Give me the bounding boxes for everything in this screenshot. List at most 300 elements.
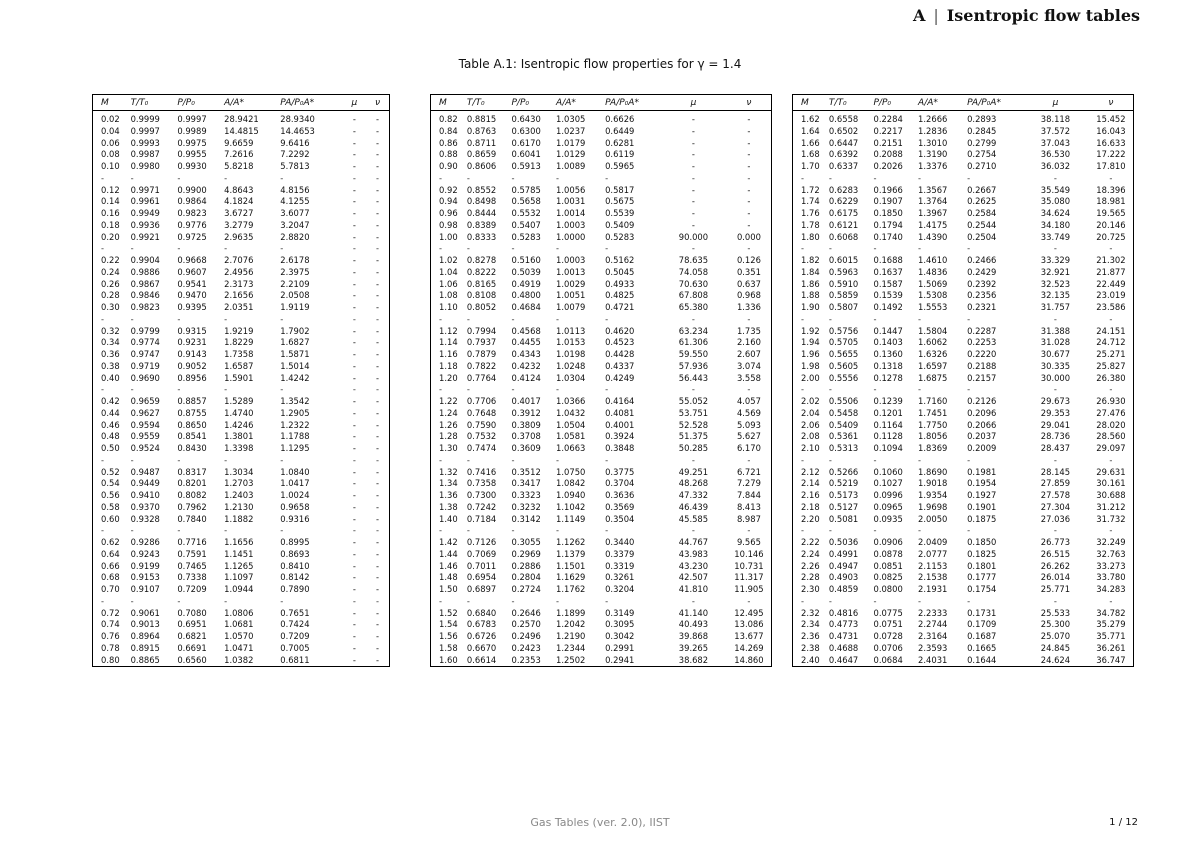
table-cell: 0.5539 [605, 208, 635, 218]
table-row [93, 114, 390, 126]
table-row [431, 608, 772, 620]
table-row [93, 420, 390, 432]
table-cell: 1.46 [431, 561, 464, 573]
separator-cell: - [280, 595, 284, 606]
table-cell: 0.6229 [828, 196, 859, 207]
table-cell: 0.6283 [828, 184, 859, 195]
table-cell: 1.7451 [918, 407, 948, 418]
table-cell: 4.569 [727, 408, 772, 420]
table-cell: 3.6727 [224, 208, 254, 218]
table-cell: 0.3055 [511, 537, 541, 547]
table-cell: 10.731 [727, 561, 772, 573]
table-cell: 0.2710 [967, 161, 997, 171]
table-cell: 42.507 [678, 572, 709, 583]
table-cell: 0.8552 [466, 184, 497, 195]
table-cell: 0.9989 [177, 125, 207, 136]
group-separator-row [93, 243, 390, 255]
table-cell: 1.4836 [918, 266, 948, 277]
table-cell: 0.0906 [873, 537, 903, 547]
separator-cell: - [873, 243, 877, 254]
separator-cell: - [466, 595, 470, 606]
table-cell: 0.9061 [130, 607, 160, 618]
table-cell: 0.2126 [967, 396, 997, 406]
table-cell: 1.5871 [280, 349, 310, 359]
group-separator-row [793, 455, 1134, 467]
table-cell: 57.936 [678, 360, 709, 371]
table-cell: 29.353 [1040, 407, 1071, 418]
table-cell: 0.2356 [967, 290, 997, 301]
table-cell: 7.279 [727, 478, 772, 490]
table-cell: 0.2466 [967, 255, 997, 265]
table-cell: 0.5807 [828, 302, 859, 312]
table-cell: 74.058 [678, 266, 709, 277]
table-cell: 1.1899 [556, 607, 586, 618]
table-cell: 55.052 [678, 396, 709, 406]
table-cell: - [352, 501, 356, 512]
table-cell: 0.1128 [873, 431, 903, 442]
table-cell: 2.00 [793, 373, 826, 385]
table-cell: 0.8815 [466, 114, 497, 124]
separator-cell: - [431, 596, 464, 608]
separator-cell: - [967, 172, 971, 183]
table-cell: 0.1850 [967, 537, 997, 547]
table-cell: 0.9961 [130, 196, 160, 207]
table-cell: 0.9823 [177, 208, 207, 218]
table-cell: 1.2344 [556, 642, 586, 653]
table-cell: 0.8915 [130, 642, 160, 653]
table-cell: 9.6416 [280, 137, 310, 148]
table-row [431, 643, 772, 655]
table-cell: 1.5804 [918, 325, 948, 336]
table-cell: 0.4455 [511, 337, 541, 348]
table-cell: 0.3323 [511, 490, 541, 500]
table-cell: 1.2502 [553, 655, 602, 667]
table-cell: 1.42 [431, 537, 464, 549]
group-separator-row [793, 596, 1134, 608]
separator-cell: - [511, 595, 515, 606]
table-cell: 0.6175 [828, 208, 859, 218]
table-cell: 0.3204 [605, 584, 635, 594]
table-cell: 0.4825 [605, 290, 635, 301]
separator-cell: - [177, 595, 181, 606]
table-cell: 2.0351 [224, 302, 254, 312]
column-header: PA/P₀A* [277, 95, 342, 111]
table-cell: 28.560 [1089, 431, 1134, 443]
separator-cell: - [93, 173, 128, 185]
isentropic-table-1 [92, 94, 390, 667]
separator-cell: - [873, 595, 877, 606]
table-cell: 1.40 [431, 514, 464, 526]
separator-cell: - [431, 455, 464, 467]
table-cell: 0.9410 [130, 490, 160, 500]
table-cell: 0.7424 [280, 619, 310, 630]
table-cell: 0.2009 [967, 443, 997, 453]
table-cell: 0.8222 [466, 266, 497, 277]
table-cell: 0.5556 [828, 372, 859, 383]
separator-cell: - [224, 595, 228, 606]
table-cell: 0.2845 [967, 125, 997, 136]
table-cell: 0.1027 [873, 478, 903, 489]
table-cell: 0.8541 [177, 431, 207, 442]
table-cell: 0.2287 [967, 325, 997, 336]
table-cell: 1.48 [431, 572, 464, 584]
separator-cell: - [366, 525, 389, 537]
table-row [793, 549, 1134, 561]
separator-cell: - [556, 243, 560, 254]
table-cell: 28.9340 [280, 114, 315, 124]
separator-cell: - [605, 172, 609, 183]
table-cell: 0.4991 [828, 548, 859, 559]
table-cell: 0.9904 [130, 255, 160, 265]
table-cell: - [352, 137, 356, 148]
table-row [93, 161, 390, 173]
table-cell: 0.0775 [873, 607, 903, 618]
separator-cell: - [691, 172, 695, 183]
table-cell: 1.28 [431, 431, 464, 443]
table-cell: 0.4859 [828, 584, 859, 594]
header-separator: | [933, 6, 939, 25]
separator-cell: - [366, 314, 389, 326]
table-cell: 1.90 [793, 302, 826, 314]
table-row [431, 267, 772, 279]
table-cell: - [366, 196, 389, 208]
table-row [793, 431, 1134, 443]
table-cell: 0.5458 [828, 407, 859, 418]
table-row [793, 514, 1134, 526]
table-cell: 1.3376 [918, 161, 948, 171]
table-cell: 0.3261 [605, 572, 635, 583]
table-row [93, 655, 390, 667]
separator-cell: - [280, 384, 284, 395]
separator-cell: - [511, 313, 515, 324]
table-cell: 39.265 [678, 642, 709, 653]
table-cell: - [352, 607, 356, 618]
table-cell: 23.586 [1089, 302, 1134, 314]
table-cell: 0.7716 [177, 537, 207, 547]
table-cell: 0.8108 [466, 290, 497, 301]
separator-cell: - [177, 243, 181, 254]
table-cell: 4.057 [727, 396, 772, 408]
table-cell: 26.380 [1089, 373, 1134, 385]
table-row [793, 608, 1134, 620]
table-cell: 14.269 [727, 643, 772, 655]
table-cell: 0.1239 [873, 396, 903, 406]
table-cell: 0.1403 [873, 337, 903, 348]
table-row [431, 138, 772, 150]
table-cell: 1.70 [793, 161, 826, 173]
table-cell: 0.1688 [873, 255, 903, 265]
table-cell: - [343, 655, 366, 667]
table-cell: 0.4919 [511, 278, 541, 289]
table-cell: 0.8165 [466, 278, 497, 289]
table-cell: 0.4647 [826, 655, 871, 667]
table-cell: - [352, 619, 356, 630]
running-head [913, 6, 1140, 25]
separator-cell: - [873, 172, 877, 183]
group-separator-row [93, 455, 390, 467]
chapter-title: Isentropic flow tables [946, 6, 1140, 25]
table-cell: 0.4343 [511, 349, 541, 359]
table-row [793, 208, 1134, 220]
table-cell: 25.827 [1089, 361, 1134, 373]
table-cell: - [352, 360, 356, 371]
separator-cell: - [828, 595, 832, 606]
table-cell: 0.3142 [511, 513, 541, 524]
table-cell: - [691, 208, 695, 218]
table-cell: - [366, 549, 389, 561]
table-cell: 0.9143 [177, 349, 207, 359]
table-row [793, 643, 1134, 655]
table-cell: 0.3440 [605, 537, 635, 547]
separator-cell: - [828, 243, 832, 254]
table-cell: - [366, 161, 389, 173]
separator-cell: - [431, 243, 464, 255]
table-cell: 0.8389 [466, 219, 497, 230]
table-row [93, 478, 390, 490]
table-row [93, 349, 390, 361]
separator-cell: - [1053, 243, 1057, 254]
separator-cell: - [918, 243, 922, 254]
column-header: ν [727, 95, 772, 111]
table-cell: 0.70 [93, 584, 128, 596]
table-cell: 0.9747 [130, 349, 160, 359]
table-cell: 1.22 [431, 396, 464, 408]
table-cell: 0.7474 [466, 443, 497, 453]
table-cell: 0.18 [93, 220, 128, 232]
column-header: T/T₀ [464, 95, 509, 111]
table-cell: 0.0878 [873, 548, 903, 559]
table-cell: 0.2429 [967, 266, 997, 277]
table-cell: 34.283 [1089, 584, 1134, 596]
table-cell: 0.9949 [130, 208, 160, 218]
table-cell: 0.9719 [130, 360, 160, 371]
table-row [93, 408, 390, 420]
table-cell: - [366, 302, 389, 314]
table-cell: 0.02 [93, 114, 128, 126]
table-cell: 0.06 [93, 138, 128, 150]
table-cell: 0.968 [727, 290, 772, 302]
table-cell: 0.3504 [605, 513, 635, 524]
table-cell: 1.1788 [280, 431, 310, 442]
table-cell: 24.712 [1089, 337, 1134, 349]
table-cell: 2.40 [793, 655, 826, 667]
table-cell: 0.8763 [466, 125, 497, 136]
table-cell: 0.5965 [605, 161, 635, 171]
table-cell: 0.5127 [828, 501, 859, 512]
table-block-2 [430, 94, 772, 667]
table-cell: 2.38 [793, 643, 826, 655]
table-cell: 1.76 [793, 208, 826, 220]
table-cell: 0.5675 [605, 196, 635, 207]
table-cell: 32.249 [1089, 537, 1134, 549]
table-cell: 0.5532 [511, 208, 541, 218]
table-cell: 0.1801 [967, 560, 997, 571]
table-cell: 27.304 [1040, 501, 1071, 512]
table-cell: 0.9395 [177, 302, 207, 312]
separator-cell: - [93, 596, 128, 608]
table-cell: 31.388 [1040, 325, 1071, 336]
table-cell: 0.6811 [277, 655, 342, 667]
table-cell: - [352, 125, 356, 136]
column-header: P/P₀ [508, 95, 553, 111]
table-cell: 0.5283 [511, 231, 541, 242]
table-cell: - [727, 126, 772, 138]
table-cell: 28.9421 [224, 114, 259, 124]
table-cell: 0.4731 [828, 631, 859, 641]
table-cell: 0.3417 [511, 478, 541, 489]
table-cell: 0.8278 [466, 255, 497, 265]
table-row [793, 138, 1134, 150]
separator-cell: - [605, 595, 609, 606]
table-cell: - [366, 126, 389, 138]
table-cell: 0.1201 [873, 407, 903, 418]
table-cell: - [366, 408, 389, 420]
table-cell: 21.877 [1089, 267, 1134, 279]
table-cell: - [366, 337, 389, 349]
table-cell: 1.0248 [556, 360, 586, 371]
table-cell: 29.631 [1089, 467, 1134, 479]
table-cell: 31.732 [1089, 514, 1134, 526]
table-cell: 1.0051 [556, 290, 586, 301]
table-cell: 1.38 [431, 502, 464, 514]
table-cell: 1.26 [431, 420, 464, 432]
table-cell: 0.9316 [280, 513, 310, 524]
table-row [93, 631, 390, 643]
table-cell: - [352, 560, 356, 571]
table-cell: 0.4232 [511, 360, 541, 371]
table-cell: 1.84 [793, 267, 826, 279]
table-cell: 0.6015 [828, 255, 859, 265]
table-cell: 1.2042 [556, 619, 586, 630]
column-header: P/P₀ [870, 95, 915, 111]
table-cell: 9.6659 [224, 137, 254, 148]
table-row [431, 584, 772, 596]
table-cell: 0.4947 [828, 560, 859, 571]
separator-cell: - [466, 172, 470, 183]
separator-cell: - [466, 454, 470, 465]
table-cell: - [366, 396, 389, 408]
group-separator-row [93, 596, 390, 608]
separator-cell: - [556, 384, 560, 395]
table-cell: - [366, 185, 389, 197]
table-row [793, 290, 1134, 302]
table-cell: 0.6119 [605, 149, 635, 160]
table-cell: 0.7962 [177, 501, 207, 512]
table-cell: 2.8820 [280, 231, 310, 242]
table-cell: 1.0024 [280, 490, 310, 500]
table-cell: 0.6281 [605, 137, 635, 148]
table-cell: 0.1164 [873, 419, 903, 430]
table-cell: 46.439 [678, 501, 709, 512]
table-cell: 1.12 [431, 326, 464, 338]
table-cell: 4.8156 [280, 184, 310, 195]
table-cell: 2.24 [793, 549, 826, 561]
table-cell: 2.2109 [280, 278, 310, 289]
table-cell: 0.4816 [828, 607, 859, 618]
table-cell: 0.1754 [967, 584, 997, 594]
table-cell: 0.5756 [828, 325, 859, 336]
isentropic-table-3 [792, 94, 1134, 667]
table-cell: 1.34 [431, 478, 464, 490]
table-cell: 1.1149 [556, 513, 586, 524]
table-cell: 1.3764 [918, 196, 948, 207]
table-cell: 0.126 [727, 255, 772, 267]
table-row [93, 584, 390, 596]
table-row [431, 490, 772, 502]
separator-cell: - [93, 314, 128, 326]
table-cell: 0.3636 [605, 490, 635, 500]
table-cell: 0.5039 [511, 266, 541, 277]
table-cell: 1.0003 [556, 255, 586, 265]
table-cell: 35.549 [1040, 184, 1071, 195]
column-header: M [93, 95, 128, 111]
separator-cell: - [466, 313, 470, 324]
table-row [793, 114, 1134, 126]
table-cell: 0.5173 [828, 490, 859, 500]
table-cell: 0.4800 [511, 290, 541, 301]
table-row [93, 396, 390, 408]
table-cell: 0.16 [93, 208, 128, 220]
table-cell: - [366, 608, 389, 620]
table-cell: 32.523 [1040, 278, 1071, 289]
table-cell: 1.5553 [918, 302, 948, 312]
table-cell: 1.4610 [918, 255, 948, 265]
table-cell: 0.3809 [511, 419, 541, 430]
table-cell: 1.0366 [556, 396, 586, 406]
table-cell: 0.5036 [828, 537, 859, 547]
table-cell: 1.0504 [556, 419, 586, 430]
table-row [431, 561, 772, 573]
table-cell: 1.62 [793, 114, 826, 126]
table-cell: 5.7813 [280, 161, 310, 171]
separator-cell: - [727, 384, 772, 396]
table-cell: 0.3149 [605, 607, 635, 618]
table-caption: Table A.1: Isentropic flow properties for γ = 1.4 [458, 57, 742, 71]
table-cell: 0.4933 [605, 278, 635, 289]
table-cell: - [352, 184, 356, 195]
table-cell: 1.0089 [556, 161, 586, 171]
table-row [93, 302, 390, 314]
table-cell: 1.00 [431, 232, 464, 244]
table-cell: - [691, 137, 695, 148]
page-footer: Gas Tables (ver. 2.0), IIST [530, 816, 670, 829]
table-cell: 3.2779 [224, 219, 254, 230]
table-cell: 0.9823 [130, 302, 160, 312]
column-header: M [793, 95, 826, 111]
table-cell: 0.3848 [605, 443, 635, 453]
table-cell: 1.0471 [224, 642, 254, 653]
table-cell: 1.24 [431, 408, 464, 420]
table-row [793, 584, 1134, 596]
table-cell: 0.32 [93, 326, 128, 338]
table-row [793, 337, 1134, 349]
separator-cell: - [366, 596, 389, 608]
table-cell: 29.041 [1040, 419, 1071, 430]
table-cell: 0.6041 [511, 149, 541, 160]
separator-cell: - [511, 384, 515, 395]
table-cell: 1.8690 [918, 466, 948, 477]
table-cell: 2.160 [727, 337, 772, 349]
table-cell: 0.14 [93, 196, 128, 208]
separator-cell: - [224, 384, 228, 395]
table-row [431, 361, 772, 373]
table-cell: 0.4903 [828, 572, 859, 583]
table-row [793, 467, 1134, 479]
table-cell: 0.6897 [466, 584, 497, 594]
table-cell: - [366, 279, 389, 291]
table-cell: 0.1966 [873, 184, 903, 195]
table-cell: 1.9354 [918, 490, 948, 500]
